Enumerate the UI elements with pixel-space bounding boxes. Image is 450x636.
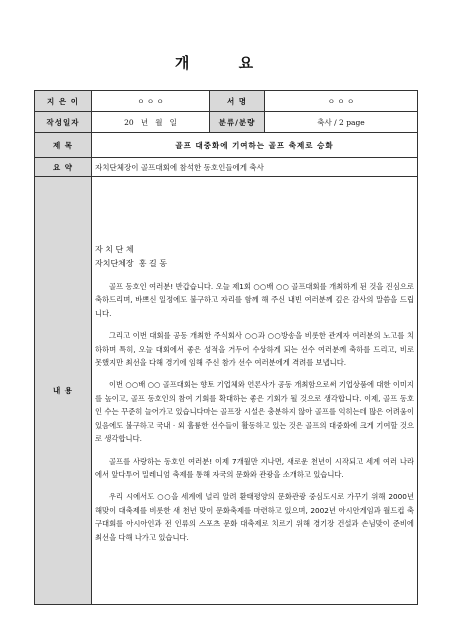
date-value: 20 년 월 일: [92, 112, 210, 133]
content-label: 내 용: [35, 177, 92, 605]
overview-form: [34, 90, 418, 605]
form-row-author: [35, 91, 418, 112]
summary-label: 요 약: [35, 158, 92, 177]
category-label: 분류/분량: [210, 112, 265, 133]
form-row-content: [35, 177, 418, 605]
sender-name: 자치단체장 홍 길 동: [95, 259, 167, 269]
paragraph: 골프 동호인 여러분! 반갑습니다. 오늘 제1회 ○○배 ○○ 골프대회를 개최하게 된 것을 진심으로 축하드리며, 바쁘신 일정에도 불구하고 자리를 함께 해 주신 내빈 여러분께 깊은 감사의 말씀을 드립니다.: [95, 282, 414, 318]
author-value: ㅇ ㅇ ㅇ: [92, 91, 210, 112]
date-label: 작성일자: [35, 112, 92, 133]
paragraph: 그리고 이번 대회를 공동 개최한 주식회사 ○○과 ○○방송을 비롯한 관계자 여러분의 노고를 치하하며 특히, 오늘 대회에서 좋은 성적을 거두어 수상하게 되는 선수 여러분께 축하를 드리고, 비로 못했지만 최선을 다해 경기에 임해 주신 참가 선수 여러분에게 격려를 보냅니다.: [95, 331, 414, 368]
summary-value: 자치단체장이 골프대회에 참석한 동호인들에게 축사: [92, 158, 418, 177]
category-value: 축사 / 2 page: [265, 112, 418, 133]
doc-name-label: 서 명: [210, 91, 265, 112]
form-row-date: [35, 112, 418, 133]
form-row-summary: [35, 158, 418, 177]
doc-name-value: ㅇ ㅇ ㅇ: [265, 91, 418, 112]
paragraph: 우리 시에서도 ○○을 세계에 널리 알려 환태평양의 문화관광 중심도시로 가꾸기 위해 2000년 해맞이 대축제를 비롯한 새 천년 맞이 문화축제를 마련하고 있으며, 2002년 아시안게임과 월드컵 축구대회를 아시아인과 전 인류의 스포츠 문화 대축제로 치르기 위해 경기장 건설과 손님맞이 준비에 최선을 다해 나가고 있습니다.: [95, 492, 414, 542]
paragraph: 골프를 사랑하는 동호인 여러분! 이제 7개월만 지나면, 새로운 천년이 시작되고 세계 여러 나라에서 앞다투어 밀레니엄 축제를 통해 자국의 문화와 관광을 소개하고 있습니다.: [95, 456, 414, 479]
author-label: 지 은 이: [35, 91, 92, 112]
subject-label: 제 목: [35, 133, 92, 158]
paragraph: 이번 ○○배 ○○ 골프대회는 향토 기업체와 언론사가 공동 개최함으로써 기업상품에 대한 이미지를 높이고, 골프 동호인의 참여 기회를 확대하는 좋은 기회가 될 것으로 생각합니다. 이제, 골프 동호인 수는 꾸준히 늘어가고 있습니다마는 골프장 시설은 충분하지 않아 골프를 익히는데 많은 어려움이 있음에도 불구하고 국내 · 외 훌륭한 선수들이 활동하고 있는 것은 골프의 대중화에 크게 기여할 것으로 생각합니다.: [95, 380, 414, 444]
sender-organization: 자 치 단 체: [95, 245, 134, 255]
page-title: 개 요: [174, 54, 276, 72]
content-body: [92, 177, 418, 605]
subject-value: 골프 대중화에 기여하는 골프 축제로 승화: [92, 133, 418, 158]
form-row-subject: [35, 133, 418, 158]
